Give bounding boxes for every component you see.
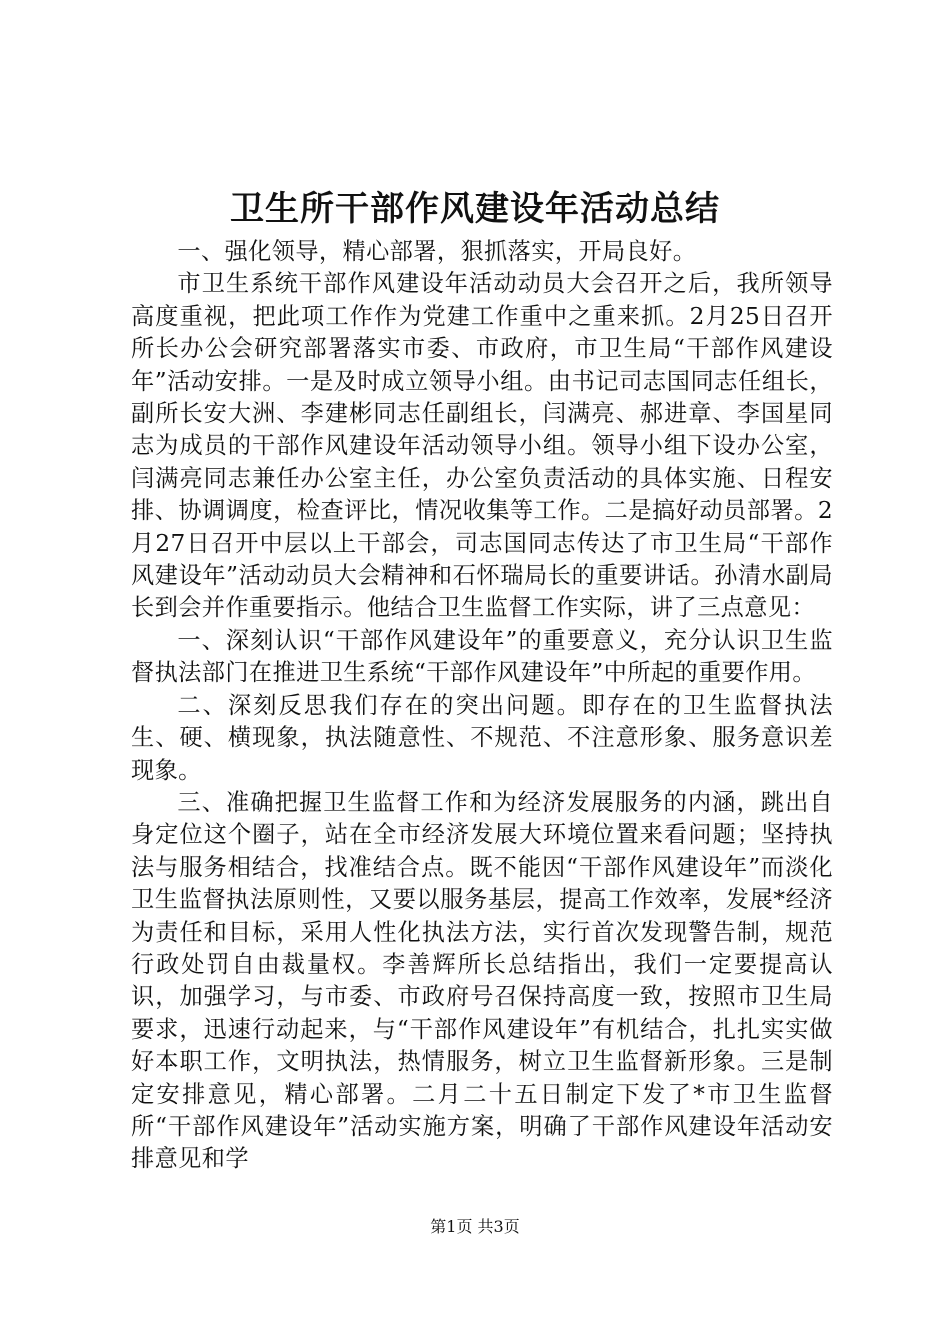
- paragraph-point-three: 三、准确把握卫生监督工作和为经济发展服务的内涵，跳出自身定位这个圈子，站在全市经济发展大环境位置来看问题；坚持执法与服务相结合，找准结合点。既不能因“干部作风建设年”而淡化卫生监督执法原则性，又要以服务基层，提高工作效率，发展*经济为责任和目标，采用人性化执法方法，实行首次发现警告制，规范行政处罚自由裁量权。李善辉所长总结指出，我们一定要提高认识，加强学习，与市委、市政府号召保持高度一致，按照市卫生局要求，迅速行动起来，与“干部作风建设年”有机结合，扎扎实实做好本职工作，文明执法，热情服务，树立卫生监督新形象。三是制定安排意见，精心部署。二月二十五日制定下发了*市卫生监督所“干部作风建设年”活动实施方案，明确了干部作风建设年活动安排意见和学: [131, 788, 833, 1173]
- document-title: 卫生所干部作风建设年活动总结: [230, 189, 720, 229]
- paragraph-mobilization: 市卫生系统干部作风建设年活动动员大会召开之后，我所领导高度重视，把此项工作作为党建工作重中之重来抓。2月25日召开所长办公会研究部署落实市委、市政府，市卫生局“干部作风建设年”活动安排。一是及时成立领导小组。由书记司志国同志任组长，副所长安大洲、李建彬同志任副组长，闫满亮、郝进章、李国星同志为成员的干部作风建设年活动领导小组。领导小组下设办公室，闫满亮同志兼任办公室主任，办公室负责活动的具体实施、日程安排、协调调度，检查评比，情况收集等工作。二是搞好动员部署。2月27日召开中层以上干部会，司志国同志传达了市卫生局“干部作风建设年”活动动员大会精神和石怀瑞局长的重要讲话。孙清水副局长到会并作重要指示。他结合卫生监督工作实际，讲了三点意见：: [131, 270, 833, 622]
- paragraph-section-heading: 一、强化领导，精心部署，狠抓落实，开局良好。: [177, 238, 697, 265]
- paragraph-point-two: 二、深刻反思我们存在的突出问题。即存在的卫生监督执法生、硬、横现象，执法随意性、不规范、不注意形象、服务意识差现象。: [131, 691, 833, 784]
- page-indicator: 第1页 共3页: [430, 1217, 520, 1236]
- page-footer: [0, 1215, 950, 1239]
- document-body: [131, 236, 833, 1176]
- paragraph-point-one: 一、深刻认识“干部作风建设年”的重要意义，充分认识卫生监督执法部门在推进卫生系统“干部作风建设年”中所起的重要作用。: [131, 626, 833, 687]
